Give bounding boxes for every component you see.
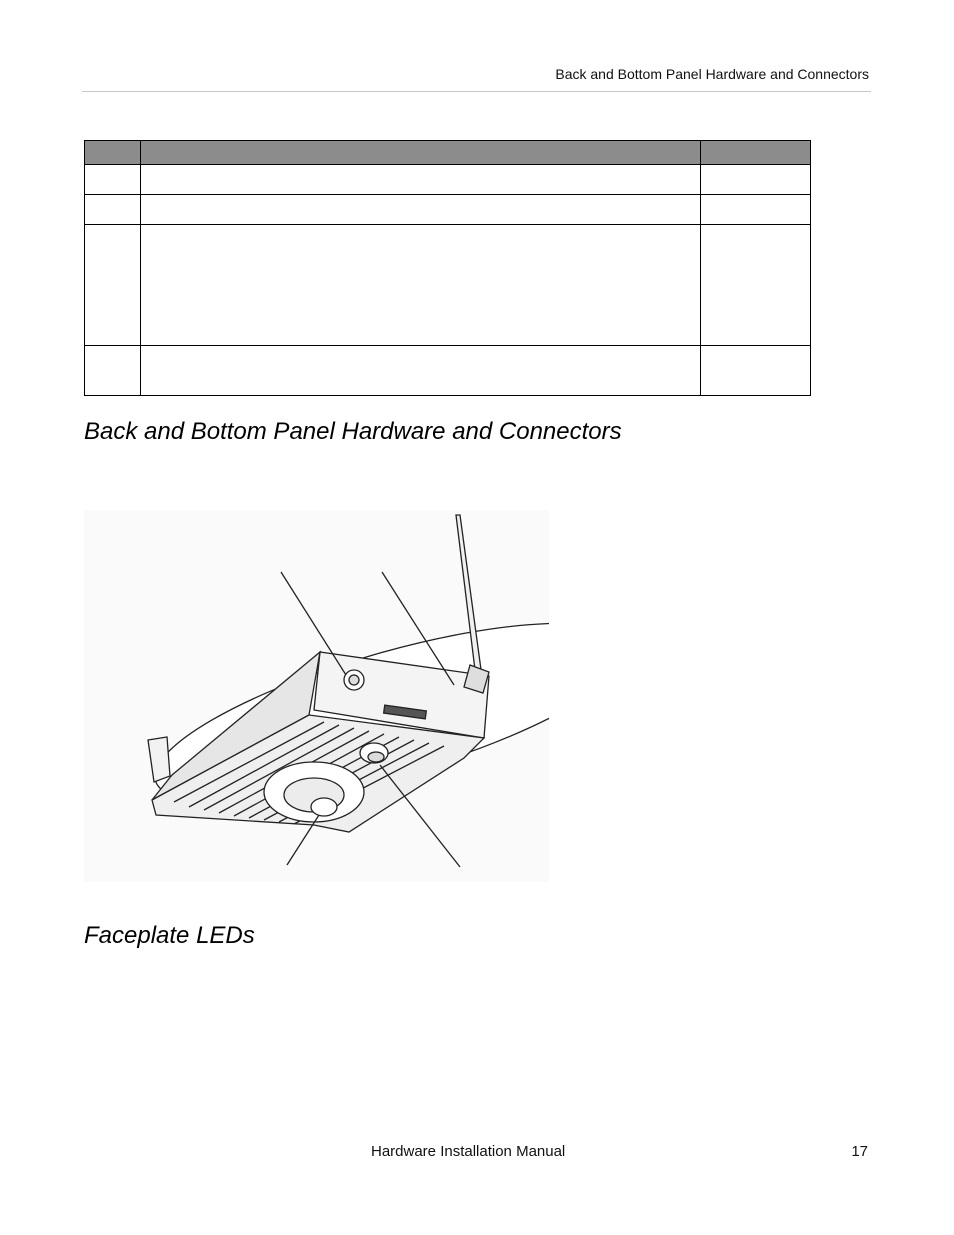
footer-manual-title: Hardware Installation Manual — [371, 1143, 566, 1160]
table-cell — [85, 225, 141, 346]
table-cell — [141, 165, 701, 195]
table-header-cell — [141, 141, 701, 165]
spec-table — [84, 140, 811, 396]
footer-page-number: 17 — [851, 1143, 868, 1160]
table-cell — [141, 225, 701, 346]
device-drawing — [84, 510, 549, 882]
table-cell — [141, 195, 701, 225]
table-header-cell — [85, 141, 141, 165]
table-row — [85, 225, 811, 346]
table-row — [85, 346, 811, 396]
header-divider — [82, 91, 871, 92]
table-cell — [701, 165, 811, 195]
table-cell — [85, 195, 141, 225]
table-row — [85, 195, 811, 225]
access-point-bottom-view-illustration — [84, 510, 549, 882]
table-cell — [85, 346, 141, 396]
table-cell — [141, 346, 701, 396]
table-row — [85, 165, 811, 195]
table-cell — [701, 225, 811, 346]
table-cell — [85, 165, 141, 195]
table-cell — [701, 346, 811, 396]
section-title-faceplate-leds: Faceplate LEDs — [84, 922, 255, 949]
table-header-cell — [701, 141, 811, 165]
section-title-back-bottom: Back and Bottom Panel Hardware and Connectors — [84, 418, 622, 445]
table-cell — [701, 195, 811, 225]
table-header-row — [85, 141, 811, 165]
running-header: Back and Bottom Panel Hardware and Connectors — [555, 66, 869, 82]
